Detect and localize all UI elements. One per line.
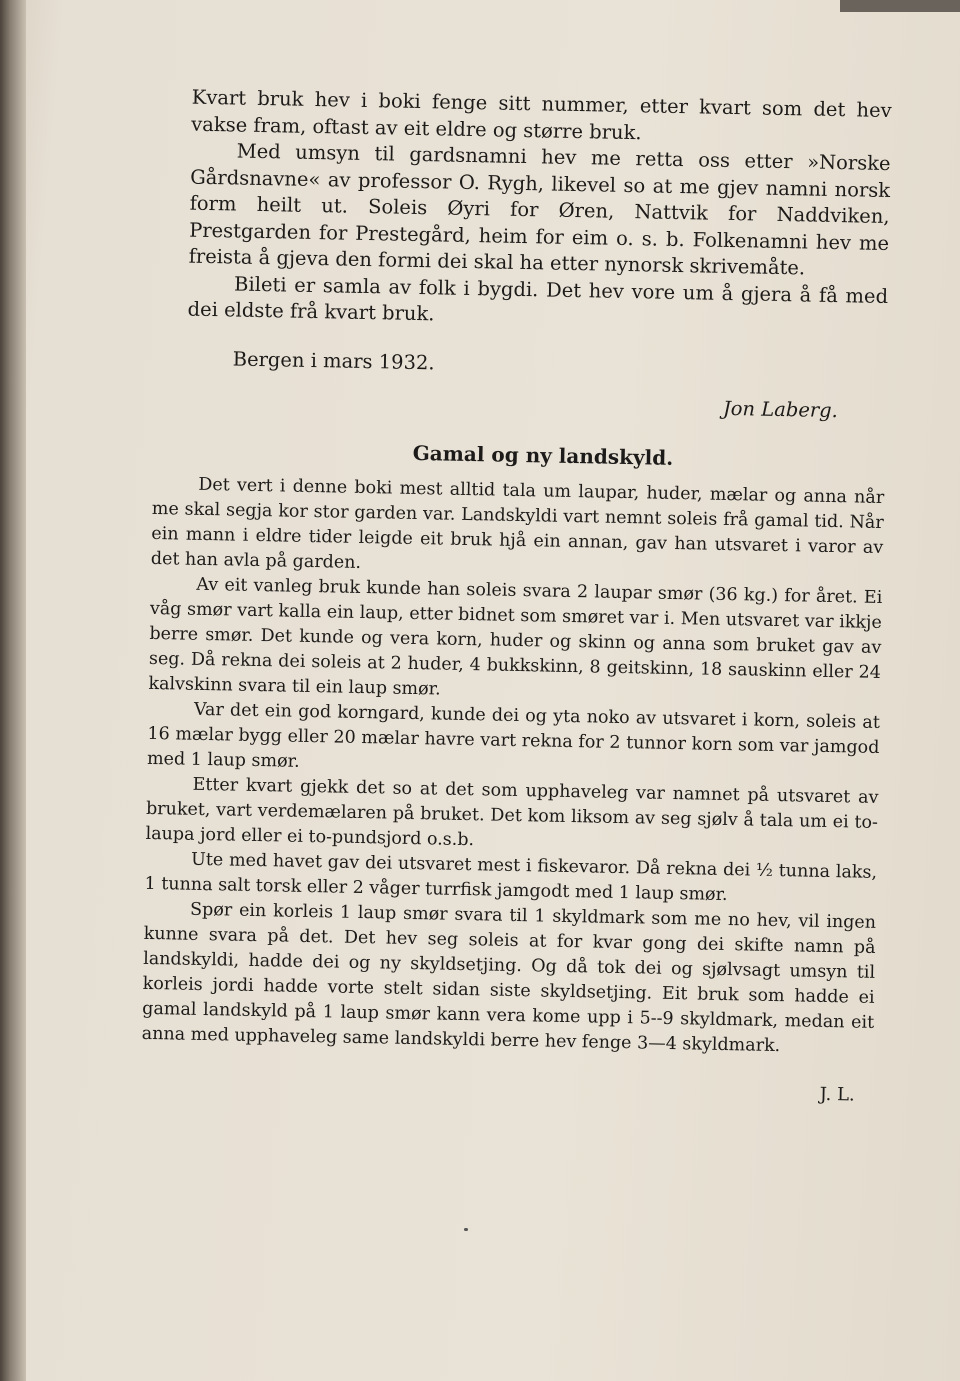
body-paragraph: Ute med havet gav dei utsvaret mest i fiskevaror. Då rekna dei ½ tunna laks, 1 tunna salt torsk eller 2 våger turrfisk jamgodt med 1 laup smør. — [144, 849, 878, 905]
preface-paragraph: Bileti er samla av folk i bygdi. Det hev vore um å gjera å få med dei eldste frå kvart bruk. — [187, 271, 889, 326]
body-paragraph: Var det ein god korngard, kunde dei og yta noko av utsvaret i korn, soleis at 16 mælar bygg eller 20 mælar havre vart rekna for 2 tunnor korn som var jamgod med 1 laup smør. — [146, 699, 881, 772]
body-paragraph: Av eit vanleg bruk kunde han soleis svara 2 laupar smør (36 kg.) for året. Ei våg smør vart kalla ein laup, etter bidnet som smøret var i. Men utsvaret var ikkje berre smør. Det kunde og vera korn, huder og skinn og anna som bruket gav av seg. Då rekna dei soleis at 2 huder, 4 bukkskinn, 8 geitskinn, 18 sauskinn eller 24 kalvskinn svara til ein laup smør. — [148, 574, 883, 699]
preface-paragraph: Med umsyn til gardsnamni hev me retta oss etter »Norske Gårdsnavne« av professor O. Rygh, likevel so at me gjev namni norsk form heilt ut. Soleis Øyri for Øren, Nattvik for Naddviken, Prestgarden for Prestegård, heim for eim o. s. b. Folkenamni hev me freista å gjeva den formi dei skal ha etter nynorsk skrivemåte. — [188, 139, 891, 280]
body-paragraph: Etter kvart gjekk det so at det som upphaveleg var namnet på utsvaret av bruket, vart verdemælaren på bruket. Det kom liksom av seg sjølv å tala um ei to-laupa jord eller ei to-pundsjord o.s.b. — [145, 774, 879, 850]
ink-speck — [464, 1228, 468, 1231]
section-heading: Gamal og ny landskyld. — [412, 440, 674, 470]
book-spine — [0, 0, 26, 1381]
page-edge-shadow — [840, 0, 960, 12]
place-date: Bergen i mars 1932. — [232, 346, 435, 374]
author-signature: Jon Laberg. — [722, 396, 839, 423]
author-initials: J. L. — [819, 1083, 855, 1106]
page-text — [141, 84, 900, 1108]
body-paragraph: Det vert i denne boki mest alltid tala um laupar, huder, mælar og anna når me skal segja kor stor garden var. Landskyldi vart nemnt soleis frå gamal tid. Når ein mann i eldre tider leigde eit bruk hjå ein annan, gav han utsvaret i varor av det han avla på garden. — [150, 474, 885, 573]
preface-paragraph: Kvart bruk hev i boki fenge sitt nummer, etter kvart som det hev vakse fram, oftast av eit eldre og større bruk. — [191, 85, 892, 144]
body-paragraph: Spør ein korleis 1 laup smør svara til 1 skyldmark som me no hev, vil ingen kunne svara på det. Det hev seg soleis at for kvar gong dei skifte namn på landskyldi, hadde dei og ny skyldsetjing. Og då tok dei og sjølvsagt umsyn til korleis jordi hadde vorte stelt sidan siste skyldsetjing. Eit bruk som hadde ei gamal landskyld på 1 laup smør kann vera kome upp i 5--9 skyldmark, medan eit anna med upphaveleg same landskyldi berre hev fenge 3—4 skyldmark. — [141, 899, 877, 1056]
section-body — [141, 471, 885, 1107]
preface-block — [186, 85, 892, 426]
